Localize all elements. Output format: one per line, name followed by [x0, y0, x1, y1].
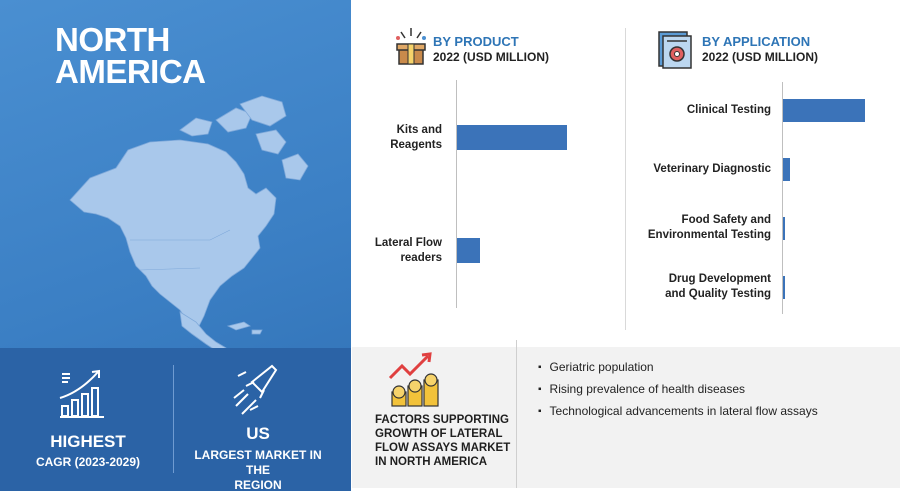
factors-title-line1: FACTORS SUPPORTING — [375, 414, 509, 426]
factor-item: ▪ Technological advancements in lateral flow assays — [538, 404, 818, 418]
stats-divider — [173, 365, 174, 473]
application-bar — [783, 276, 785, 299]
application-subtitle: 2022 (USD MILLION) — [702, 50, 819, 64]
money-growth-icon — [388, 352, 440, 408]
application-bar — [783, 217, 785, 240]
product-title: BY PRODUCT — [433, 34, 519, 49]
factor-item: ▪ Geriatric population — [538, 360, 654, 374]
application-category-label: Drug Development and Quality Testing — [665, 273, 771, 300]
product-bar — [457, 238, 480, 263]
application-category-label: Clinical Testing — [686, 104, 771, 116]
region-title-line1: NORTH — [55, 21, 170, 58]
product-box-icon — [393, 26, 429, 68]
largest-market-line1: LARGEST MARKET IN THE — [194, 448, 322, 477]
product-subtitle: 2022 (USD MILLION) — [433, 50, 550, 64]
factors-title-line3: FLOW ASSAYS MARKET — [375, 442, 511, 454]
factors-title — [375, 413, 515, 469]
application-category-label: Veterinary Diagnostic — [653, 163, 771, 175]
product-header — [433, 34, 549, 64]
factors-divider — [516, 340, 517, 488]
application-bar — [783, 158, 790, 181]
product-category-label: Kits and Reagents — [390, 124, 442, 151]
product-axis — [456, 80, 457, 308]
application-header — [702, 34, 818, 64]
growth-chart-icon — [58, 368, 106, 420]
us-label: US — [246, 424, 270, 443]
product-category-label: Lateral Flow readers — [374, 237, 442, 264]
application-bar — [783, 99, 865, 122]
application-category-label: Food Safety and Environmental Testing — [647, 214, 771, 241]
application-title: BY APPLICATION — [702, 34, 811, 49]
highest-cagr-stat — [28, 432, 148, 470]
factors-title-line2: GROWTH OF LATERAL — [375, 428, 503, 440]
application-gear-icon — [657, 30, 693, 70]
product-bar — [457, 125, 567, 150]
region-title — [55, 21, 206, 90]
cagr-period-label: CAGR (2023-2029) — [35, 455, 141, 469]
rocket-growth-icon — [232, 362, 282, 418]
factors-title-line4: IN NORTH AMERICA — [375, 456, 488, 468]
largest-market-line2: REGION — [234, 478, 282, 492]
largest-market-stat — [190, 424, 326, 493]
highest-label: HIGHEST — [50, 432, 126, 451]
factor-item: ▪ Rising prevalence of health diseases — [538, 382, 745, 396]
north-america-map — [30, 90, 330, 355]
region-title-line2: AMERICA — [55, 53, 206, 90]
charts-divider — [625, 28, 626, 330]
